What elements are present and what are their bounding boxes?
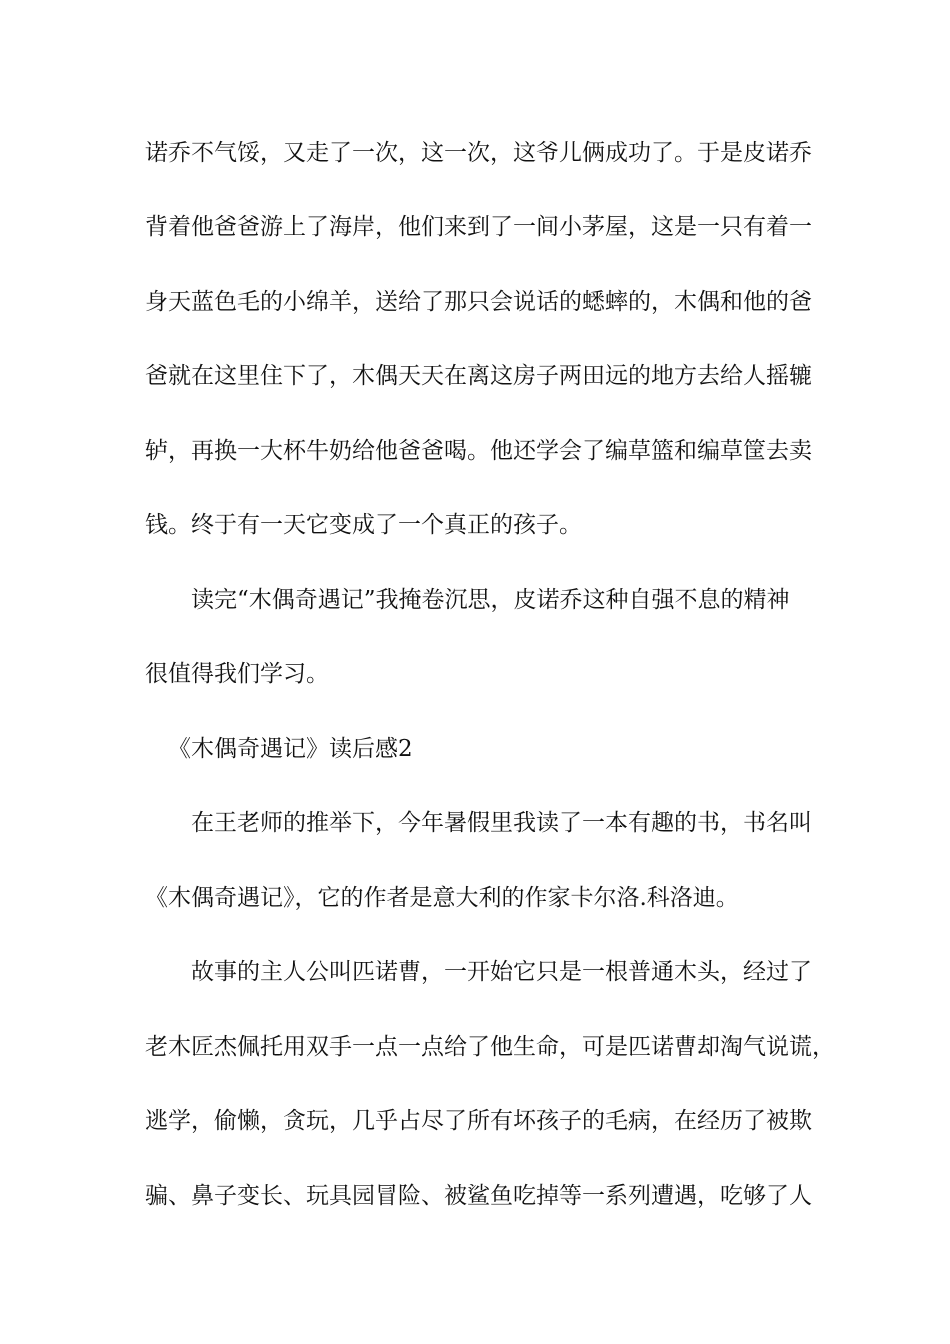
text-line-15: 骗、鼻子变长、玩具园冒险、被鲨鱼吃掉等一系列遭遇，吃够了人	[145, 1183, 812, 1209]
paragraph-start-story: 故事的主人公叫匹诺曹，一开始它只是一根普通木头，经过了	[191, 959, 812, 985]
text-line-6: 钱。终于有一天它变成了一个真正的孩子。	[145, 512, 582, 538]
text-line-2: 背着他爸爸游上了海岸，他们来到了一间小茅屋，这是一只有着一	[145, 214, 812, 240]
text-line-14: 逃学，偷懒，贪玩，几乎占尽了所有坏孩子的毛病，在经历了被欺	[145, 1108, 812, 1134]
text-line-3: 身天蓝色毛的小绵羊，送给了那只会说话的蟋蟀的，木偶和他的爸	[145, 289, 812, 315]
paragraph-start-reflection: 读完“木偶奇遇记”我掩卷沉思，皮诺乔这种自强不息的精神	[191, 587, 790, 613]
text-line-8: 很值得我们学习。	[145, 661, 329, 687]
section-heading: 《木偶奇遇记》读后感2	[168, 736, 413, 762]
text-line-5: 轳，再换一大杯牛奶给他爸爸喝。他还学会了编草篮和编草筐去卖	[145, 438, 812, 464]
text-line-1: 诺乔不气馁，又走了一次，这一次，这爷儿俩成功了。于是皮诺乔	[145, 140, 812, 166]
text-line-11: 《木偶奇遇记》，它的作者是意大利的作家卡尔洛.科洛迪。	[145, 885, 739, 911]
paragraph-start-intro: 在王老师的推举下，今年暑假里我读了一本有趣的书，书名叫	[191, 810, 812, 836]
text-line-4: 爸就在这里住下了，木偶天天在离这房子两田远的地方去给人摇辘	[145, 363, 812, 389]
text-line-13: 老木匠杰佩托用双手一点一点给了他生命，可是匹诺曹却淘气说谎，	[145, 1034, 835, 1060]
